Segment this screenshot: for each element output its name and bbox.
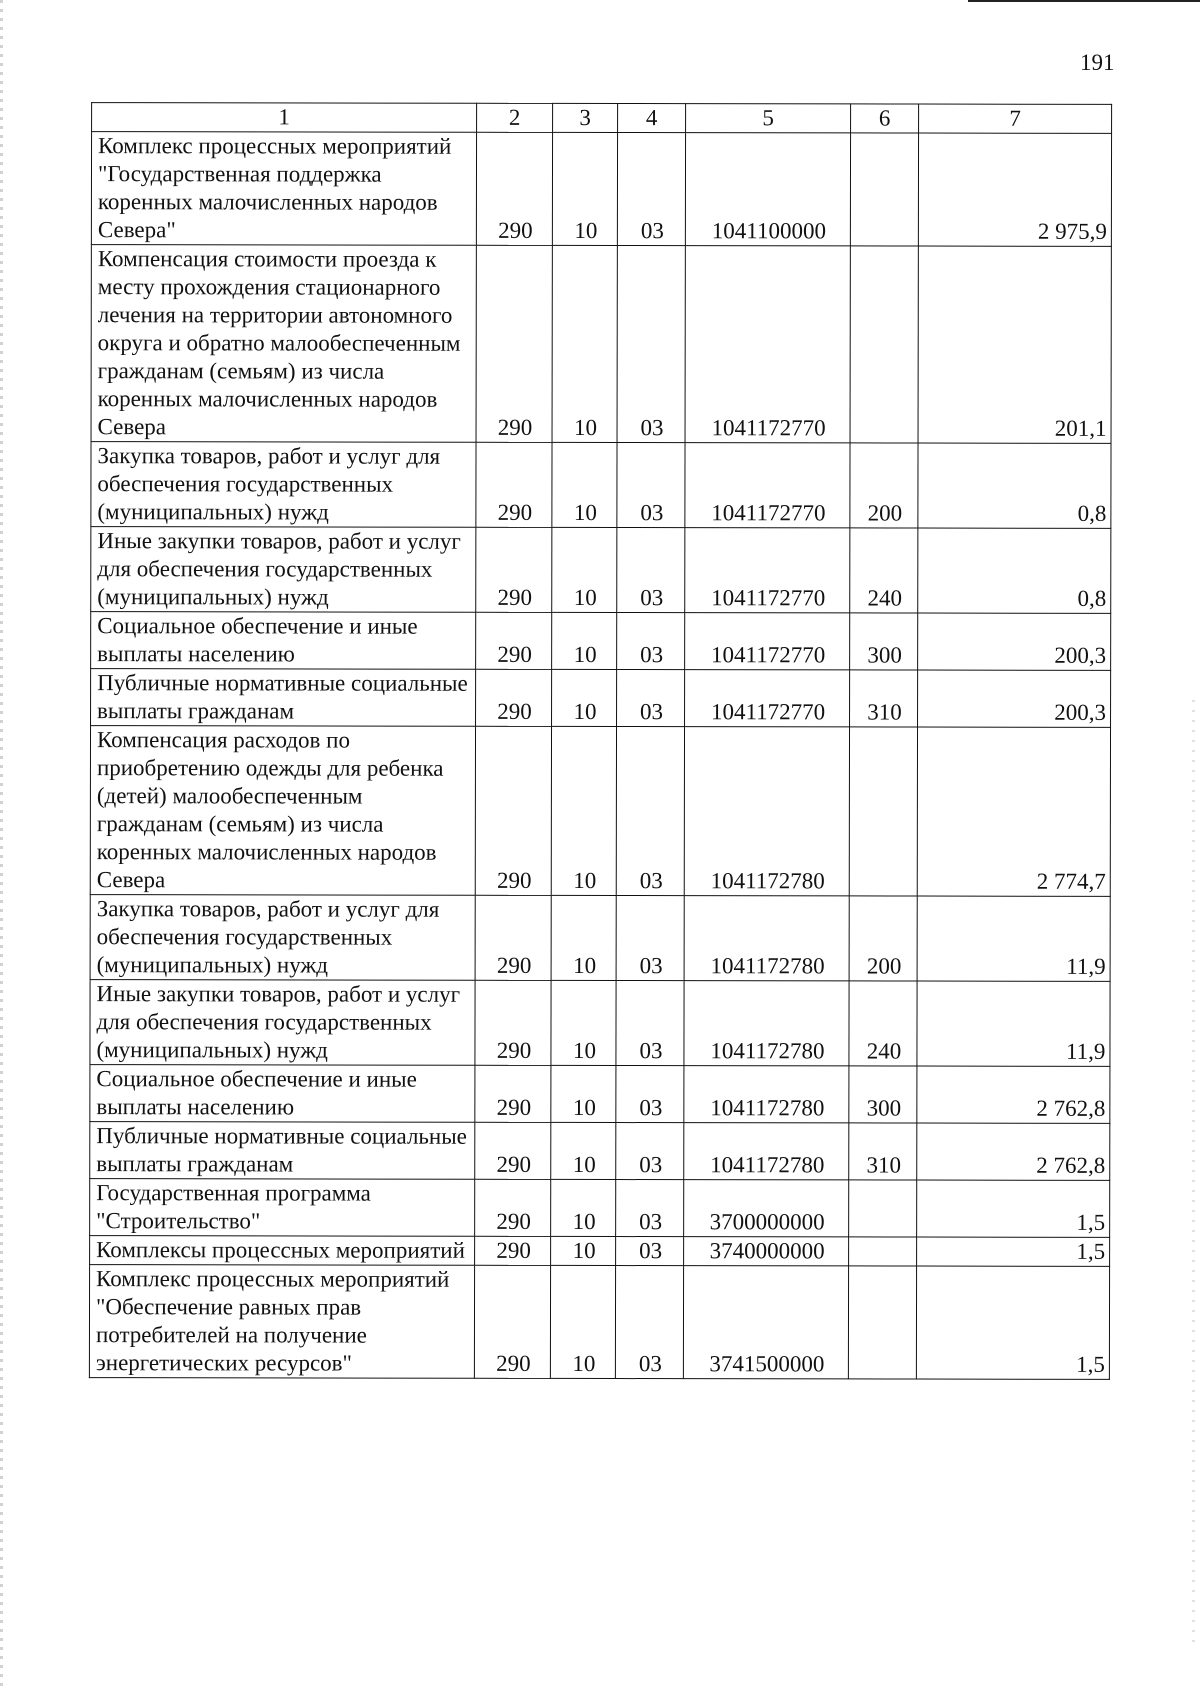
code-4-cell: 03 xyxy=(616,1180,684,1237)
code-6-cell: 240 xyxy=(850,528,918,613)
scan-edge xyxy=(1192,700,1195,1650)
code-4-cell: 03 xyxy=(615,1266,683,1379)
code-4-cell: 03 xyxy=(617,528,685,613)
row-name-cell: Иные закупки товаров, работ и услуг для обеспечения государственных (муниципальных) нужд xyxy=(91,527,476,613)
amount-cell: 1,5 xyxy=(917,1180,1110,1237)
amount-cell: 200,3 xyxy=(918,613,1111,670)
code-3-cell: 10 xyxy=(552,612,617,669)
code-6-cell: 310 xyxy=(849,1123,917,1180)
code-3-cell: 10 xyxy=(552,669,617,726)
amount-cell: 1,5 xyxy=(917,1237,1110,1266)
code-4-cell: 03 xyxy=(617,443,685,528)
code-6-cell xyxy=(850,133,918,246)
column-header: 5 xyxy=(686,104,851,133)
row-name-cell: Иные закупки товаров, работ и услуг для обеспечения государственных (муниципальных) нужд xyxy=(90,980,475,1066)
code-5-cell: 1041172770 xyxy=(685,443,850,528)
row-name-cell: Комплексы процессных мероприятий xyxy=(90,1236,475,1266)
column-header: 1 xyxy=(92,103,477,133)
code-5-cell: 1041100000 xyxy=(685,133,850,246)
code-5-cell: 1041172780 xyxy=(684,981,849,1066)
code-5-cell: 3700000000 xyxy=(684,1180,849,1237)
code-6-cell: 300 xyxy=(849,1066,917,1123)
code-4-cell: 03 xyxy=(617,670,685,727)
code-3-cell: 10 xyxy=(551,980,616,1065)
table-row xyxy=(91,669,1111,728)
column-header: 2 xyxy=(477,103,553,132)
table-row xyxy=(90,1065,1110,1124)
code-2-cell: 290 xyxy=(476,442,552,527)
column-header: 4 xyxy=(618,104,686,133)
table-row xyxy=(91,132,1111,247)
code-5-cell: 1041172780 xyxy=(684,896,849,981)
code-6-cell xyxy=(849,1237,917,1266)
code-4-cell: 03 xyxy=(617,133,685,246)
code-4-cell: 03 xyxy=(616,1123,684,1180)
amount-cell: 1,5 xyxy=(916,1266,1109,1379)
table-row xyxy=(89,1265,1109,1380)
table-body xyxy=(89,132,1111,1380)
code-6-cell: 300 xyxy=(850,613,918,670)
table-row xyxy=(90,1179,1110,1238)
code-5-cell: 1041172770 xyxy=(685,528,850,613)
row-name-cell: Социальное обеспечение и иные выплаты населению xyxy=(90,1065,475,1123)
code-3-cell: 10 xyxy=(552,527,617,612)
top-rule xyxy=(968,0,1200,2)
table-row xyxy=(91,442,1111,529)
code-6-cell: 200 xyxy=(850,443,918,528)
table-row xyxy=(91,245,1111,444)
code-3-cell: 10 xyxy=(552,245,617,442)
row-name-cell: Публичные нормативные социальные выплаты гражданам xyxy=(90,1122,475,1180)
code-2-cell: 290 xyxy=(475,980,551,1065)
amount-cell: 201,1 xyxy=(918,246,1111,443)
table-row xyxy=(91,527,1111,614)
code-3-cell: 10 xyxy=(551,1179,616,1236)
code-5-cell: 1041172770 xyxy=(685,613,850,670)
code-4-cell: 03 xyxy=(617,613,685,670)
code-6-cell: 200 xyxy=(849,896,917,981)
code-6-cell xyxy=(849,1180,917,1237)
code-6-cell xyxy=(848,1266,916,1379)
row-name-cell: Компенсация стоимости проезда к месту прохождения стационарного лечения на территории автономного округа и обратно малообеспеченным гражданам (семьям) из числа коренных малочисленных народов Севера xyxy=(91,245,476,443)
row-name-cell: Социальное обеспечение и иные выплаты населению xyxy=(91,612,476,670)
amount-cell: 0,8 xyxy=(918,528,1111,613)
table-row xyxy=(90,726,1110,897)
amount-cell: 2 762,8 xyxy=(917,1123,1110,1180)
code-3-cell: 10 xyxy=(551,726,616,895)
code-3-cell: 10 xyxy=(552,132,617,245)
code-3-cell: 10 xyxy=(551,1065,616,1122)
code-3-cell: 10 xyxy=(552,442,617,527)
code-3-cell: 10 xyxy=(551,1236,616,1265)
code-4-cell: 03 xyxy=(616,896,684,981)
amount-cell: 2 975,9 xyxy=(918,133,1111,246)
column-header: 7 xyxy=(919,104,1112,133)
code-6-cell xyxy=(850,246,918,443)
table-row xyxy=(90,1236,1110,1267)
row-name-cell: Комплекс процессных мероприятий "Обеспечение равных прав потребителей на получение энергетических ресурсов" xyxy=(89,1265,474,1379)
row-name-cell: Комплекс процессных мероприятий "Государственная поддержка коренных малочисленных народов Севера" xyxy=(91,132,476,246)
code-2-cell: 290 xyxy=(476,669,552,726)
code-2-cell: 290 xyxy=(476,612,552,669)
page-number: 191 xyxy=(1080,50,1115,75)
code-2-cell: 290 xyxy=(474,1265,550,1378)
table-header-row xyxy=(92,103,1112,134)
code-2-cell: 290 xyxy=(475,1236,551,1265)
code-2-cell: 290 xyxy=(475,1122,551,1179)
code-6-cell xyxy=(849,727,917,896)
amount-cell: 200,3 xyxy=(918,670,1111,727)
table-row xyxy=(91,612,1111,671)
code-5-cell: 3741500000 xyxy=(683,1266,848,1379)
code-5-cell: 1041172770 xyxy=(685,246,850,443)
code-3-cell: 10 xyxy=(551,895,616,980)
code-4-cell: 03 xyxy=(616,1066,684,1123)
code-4-cell: 03 xyxy=(617,246,685,443)
amount-cell: 2 762,8 xyxy=(917,1066,1110,1123)
code-5-cell: 1041172770 xyxy=(685,670,850,727)
code-5-cell: 3740000000 xyxy=(684,1237,849,1266)
code-4-cell: 03 xyxy=(616,1237,684,1266)
code-2-cell: 290 xyxy=(476,132,552,245)
amount-cell: 0,8 xyxy=(918,443,1111,528)
budget-table xyxy=(89,102,1112,1380)
scan-edge xyxy=(0,0,3,1686)
row-name-cell: Государственная программа "Строительство" xyxy=(90,1179,475,1237)
row-name-cell: Закупка товаров, работ и услуг для обеспечения государственных (муниципальных) нужд xyxy=(91,442,476,528)
amount-cell: 11,9 xyxy=(917,981,1110,1066)
row-name-cell: Закупка товаров, работ и услуг для обеспечения государственных (муниципальных) нужд xyxy=(90,895,475,981)
code-3-cell: 10 xyxy=(550,1265,615,1378)
code-2-cell: 290 xyxy=(475,1065,551,1122)
code-3-cell: 10 xyxy=(551,1122,616,1179)
code-6-cell: 310 xyxy=(850,670,918,727)
code-2-cell: 290 xyxy=(475,1179,551,1236)
code-2-cell: 290 xyxy=(476,527,552,612)
code-6-cell: 240 xyxy=(849,981,917,1066)
column-header: 3 xyxy=(553,103,618,132)
row-name-cell: Публичные нормативные социальные выплаты гражданам xyxy=(91,669,476,727)
table-row xyxy=(90,895,1110,982)
code-5-cell: 1041172780 xyxy=(684,727,849,896)
code-2-cell: 290 xyxy=(476,245,552,442)
code-4-cell: 03 xyxy=(616,981,684,1066)
code-2-cell: 290 xyxy=(475,895,551,980)
row-name-cell: Компенсация расходов по приобретению одежды для ребенка (детей) малообеспеченным гражданам (семьям) из числа коренных малочисленных народов Севера xyxy=(90,726,475,896)
table-row xyxy=(90,1122,1110,1181)
code-4-cell: 03 xyxy=(616,727,684,896)
column-header: 6 xyxy=(851,104,919,133)
amount-cell: 2 774,7 xyxy=(917,727,1110,896)
code-5-cell: 1041172780 xyxy=(684,1066,849,1123)
amount-cell: 11,9 xyxy=(917,896,1110,981)
code-2-cell: 290 xyxy=(475,726,551,895)
code-5-cell: 1041172780 xyxy=(684,1123,849,1180)
table-row xyxy=(90,980,1110,1067)
